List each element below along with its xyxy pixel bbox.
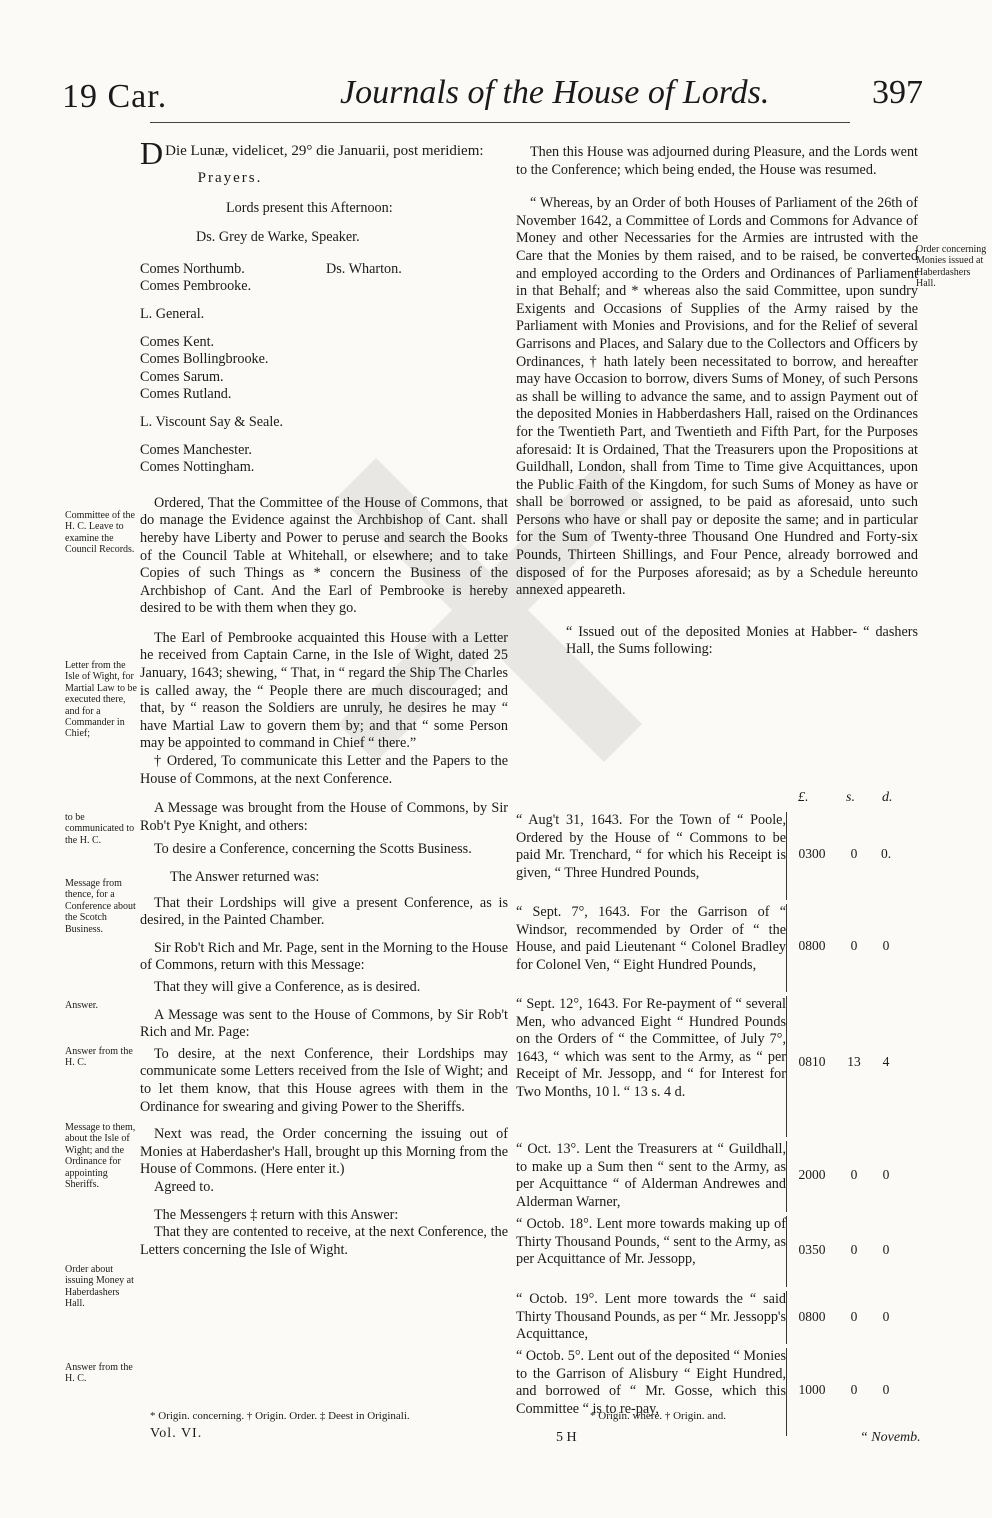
margin-note: Order concerning Monies issued at Haberdashers Hall.	[916, 244, 987, 290]
left-footnotes: * Origin. concerning. † Origin. Order. ‡ Deest in Originali.	[150, 1410, 410, 1422]
schedule-entry-text: “ Oct. 13°. Lent the Treasurers at “ Guildhall, to make up a Sum then “ sent to the Army, as per Acquittance “ of Alderman Andrewes and Alderman Warner,	[516, 1141, 787, 1212]
schedule-row	[516, 1291, 918, 1344]
messengers-return: The Messengers ‡ return with this Answer:	[154, 1206, 399, 1223]
order-text: “ Whereas, by an Order of both Houses of Parliament of the 26th of November 1642, a Committee of Lords and Commons for Advance of Money and other Necessaries for the Armies are intrusted with the Care that the Monies by them raised, and to be raised, be converted and employed according to the Orders and Ordinances of Parliament in that Behalf; and * whereas also the said Committee, upon sundry Exigents and Occasions of Supplies of the Army raised by the Parliament with Monies and Provisions, and for the Relief of several Garrisons and Places, and Salary due to the Collectors and Officers by Ordinances, † hath lately been necessitated to borrow, and hereafter may have Occasion to borrow, divers Sums of Money, of such Persons as shall be willing to advance the same, and to assign Payment out of the deposited Monies in Habberdashers Hall, raised on the Ordinances for the Twentieth Part, and Twentieth and Fifth Part, for the Purposes aforesaid: It is Ordained, That the Treasurers upon the Propositions at Guildhall, London, shall from Time to Time give Acquittances, upon the Public Faith of the Kingdom, for such Sums of Money as have or shall be borrowed or assigned, to be paid as aforesaid, unto such Persons who have or shall pay or deposite the same; and in particular for the Sum of Twenty-three Thousand One Hundred and Forty-six Pounds, Thirteen Shillings, and Four Pence, already borrowed and disposed of for the Purposes aforesaid; as by a Schedule hereunto annexed appeareth.	[516, 195, 918, 599]
schedule-row	[516, 1348, 918, 1436]
amount-pence: 4	[882, 1054, 890, 1069]
lord-entry: Comes Rutland.	[140, 386, 232, 403]
margin-note: Message to them, about the Isle of Wight; and the Ordinance for appointing Sheriffs.	[65, 1122, 136, 1191]
message-to-commons: A Message was sent to the House of Commons, by Sir Rob't Rich and Mr. Page:	[140, 1006, 508, 1041]
shillings-head: s.	[846, 790, 855, 805]
return-message: Sir Rob't Rich and Mr. Page, sent in the Morning to the House of Commons, return with this Message:	[140, 939, 508, 974]
left-column	[140, 135, 508, 1259]
schedule-row	[516, 1216, 918, 1287]
agreed-line: Agreed to.	[154, 1178, 214, 1195]
amount-shillings: 0	[850, 846, 858, 861]
catchword: “ Novemb.	[860, 1430, 921, 1445]
amount-pounds: 0350	[798, 1242, 826, 1257]
margin-note: Answer from the H. C.	[65, 1046, 133, 1069]
gathering-signature: 5 H	[556, 1430, 577, 1445]
lord-entry: L. Viscount Say & Seale.	[140, 413, 284, 430]
amount-shillings: 0	[850, 1382, 858, 1397]
margin-note: Letter from the Isle of Wight, for Martial Law to be executed there, and for a Commander in Chief;	[65, 660, 137, 740]
margin-note: Message from thence, for a Conference about the Scotch Business.	[65, 878, 136, 935]
lord-entry: Comes Bollingbrooke.	[140, 351, 269, 368]
lord-entry: Comes Manchester.	[140, 441, 252, 458]
schedule-entry-text: “ Sept. 12°, 1643. For Re-payment of “ several Men, who advanced Eight “ Hundred Pounds on the Orders of “ the Committee, of July 7°, 1643, “ which was sent to the Army, as “ per Receipt of Mr. Jessopp, and “ for Interest for Two Months, 10 l. “ 13 s. 4 d.	[516, 996, 787, 1137]
schedule-table	[516, 812, 918, 1436]
header-rule	[150, 122, 850, 123]
margin-note: Order about issuing Money at Haberdashers Hall.	[65, 1264, 134, 1310]
messengers-answer: That they are contented to receive, at the next Conference, the Letters concerning the Isle of Wight.	[140, 1224, 508, 1258]
schedule-entry-text: “ Aug't 31, 1643. For the Town of “ Poole, Ordered by the House of “ Commons to be paid Mr. Trenchard, “ for which his Receipt is given, “ Three Hundred Pounds,	[516, 812, 787, 900]
return-answer: That they will give a Conference, as is desired.	[154, 978, 421, 995]
volume-signature: Vol. VI.	[150, 1426, 203, 1441]
amount-pence: 0	[882, 938, 890, 953]
lords-present-heading: Lords present this Afternoon:	[226, 199, 393, 216]
speaker-line: Ds. Grey de Warke, Speaker.	[196, 229, 360, 246]
prayers-heading: Prayers.	[197, 170, 263, 186]
sitting-date: D Die Lunæ, videlicet, 29° die Januarii, post meridiem:	[140, 135, 484, 171]
margin-note: Committee of the H. C. Leave to examine the Council Records.	[65, 510, 135, 556]
amount-pounds: 2000	[798, 1167, 826, 1182]
letter-isle-of-wight: The Earl of Pembrooke acquainted this House with a Letter he received from Captain Carne, in the Isle of Wight, dated 25 January, 1643; shewing, “ That, in “ regard the Ship The Charles is called away, the “ People there are much discouraged; and that, by “ reason the Soldiers are unruly, he desires he may “ have Martial Law to govern them by; and that “ some Person may be appointed to command in Chief “ there.”	[140, 629, 508, 752]
amount-pounds: 0800	[798, 938, 826, 953]
lord-entry: Comes Pembrooke.	[140, 278, 252, 295]
message-from-commons: A Message was brought from the House of Commons, by Sir Rob't Pye Knight, and others:	[140, 800, 508, 834]
schedule-row	[516, 1141, 918, 1212]
lord-entry: Comes Northumb.	[140, 260, 245, 277]
amount-pence: 0	[882, 1382, 890, 1397]
attendance-list	[140, 261, 508, 477]
order-council-records: Ordered, That the Committee of the House of Commons, that do manage the Evidence against the Archbishop of Cant. shall hereby have Liberty and Power to peruse and search the Books of the Council Table at Whitehall, or elsewhere; and to take Copies of such Things as * concern the Business of the Archbishop of Cant. And the Earl of Pembrooke is hereby desired to be with them when they go.	[140, 494, 508, 617]
schedule-row	[516, 996, 918, 1137]
amount-pence: 0	[882, 1167, 890, 1182]
amount-pence: 0	[882, 1309, 890, 1324]
schedule-row	[516, 904, 918, 992]
schedule-heading: “ Issued out of the deposited Monies at Habber- “ dashers Hall, the Sums following:	[566, 623, 918, 658]
amount-shillings: 0	[850, 1309, 858, 1324]
order-communicate: † Ordered, To communicate this Letter and the Papers to the House of Commons, at the next Conference.	[140, 753, 508, 787]
schedule-entry-text: “ Sept. 7°, 1643. For the Garrison of “ Windsor, recommended by Order of “ the House, and paid Lieutenant “ Colonel Bradley for Colonel Ven, “ Eight Hundred Pounds,	[516, 904, 787, 992]
right-column	[516, 144, 918, 659]
schedule-entry-text: “ Octob. 19°. Lent more towards the “ said Thirty Thousand Pounds, as per “ Mr. Jessopp's Acquittance,	[516, 1291, 786, 1343]
schedule-entry-text: “ Octob. 5°. Lent out of the deposited “ Monies to the Garrison of Alisbury “ Eight Hundred, and borrowed of “ Mr. Gosse, which this Committee “ is to re-pay,	[516, 1348, 787, 1436]
amount-pounds: 0810	[798, 1054, 826, 1069]
schedule-row	[516, 812, 918, 900]
amount-shillings: 0	[850, 1167, 858, 1182]
lord-entry: Ds. Wharton.	[326, 260, 402, 277]
amount-shillings: 0	[850, 938, 858, 953]
amount-pounds: 0800	[798, 1309, 826, 1324]
amount-pounds: 1000	[798, 1382, 826, 1397]
margin-note: to be communicated to the H. C.	[65, 812, 135, 846]
answer-text: That their Lordships will give a present Conference, as is desired, in the Painted Chamber.	[140, 894, 508, 929]
amount-pence: 0	[882, 1242, 890, 1257]
amount-pence: 0.	[880, 846, 892, 861]
lord-entry: Comes Kent.	[140, 333, 215, 350]
pence-head: d.	[882, 790, 893, 805]
lord-entry: Comes Sarum.	[140, 368, 224, 385]
answer-heading: The Answer returned was:	[170, 869, 320, 885]
adjournment-paragraph: Then this House was adjourned during Pleasure, and the Lords went to the Conference; which being ended, the House was resumed.	[516, 144, 918, 178]
lord-entry: Comes Nottingham.	[140, 459, 255, 476]
margin-note: Answer.	[65, 1000, 99, 1011]
amount-shillings: 0	[850, 1242, 858, 1257]
running-head-regnal-year: 19 Car.	[62, 78, 168, 115]
page-number: 397	[872, 74, 923, 111]
lord-entry: L. General.	[140, 305, 205, 322]
schedule-entry-text: “ Octob. 18°. Lent more towards making up of Thirty Thousand Pounds, “ sent to the Army, as per Acquittance of Mr. Jessopp,	[516, 1216, 787, 1287]
order-haberdashers: Next was read, the Order concerning the issuing out of Monies at Haberdasher's Hall, brought up this Morning from the House of Commons. (Here enter it.)	[140, 1126, 508, 1178]
running-head-title: Journals of the House of Lords.	[340, 74, 770, 111]
pounds-head: £.	[798, 790, 809, 805]
message-purpose: To desire a Conference, concerning the Scotts Business.	[154, 841, 472, 858]
amount-shillings: 13	[847, 1054, 861, 1069]
right-footnotes: * Origin. where. † Origin. and.	[590, 1410, 726, 1422]
amount-pounds: 0300	[798, 846, 826, 861]
margin-note: Answer from the H. C.	[65, 1362, 133, 1385]
message-to-commons-text: To desire, at the next Conference, their Lordships may communicate some Letters received from the Isle of Wight; and to let them know, that this House agrees with them in the Ordinance for swearing and giving Power to the Sheriffs.	[140, 1045, 508, 1115]
